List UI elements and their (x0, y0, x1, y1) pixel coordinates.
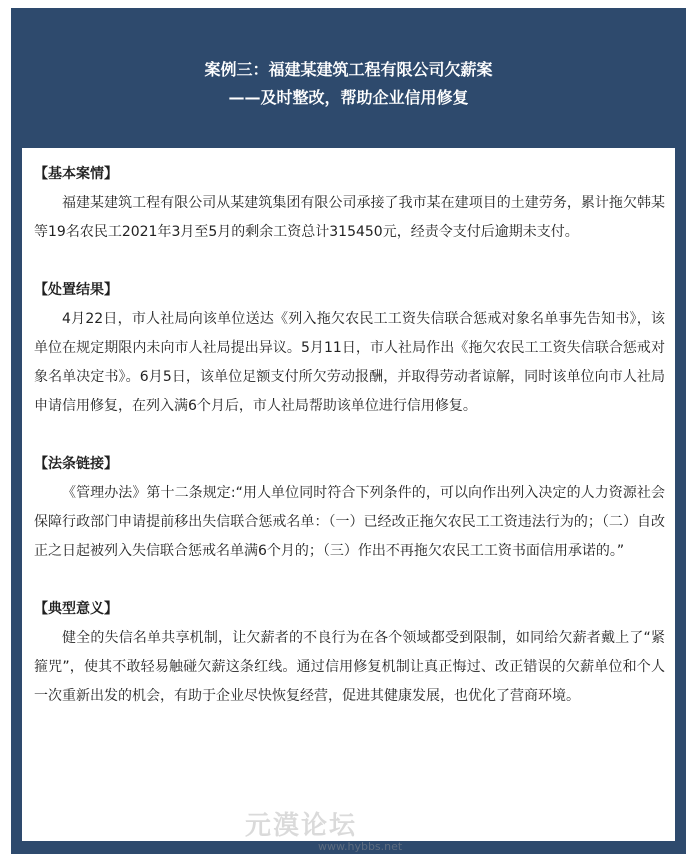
article-title (11, 56, 686, 112)
section-disposition-result (34, 276, 665, 421)
article-frame (11, 8, 686, 854)
title-line-1: 案例三：福建某建筑工程有限公司欠薪案 (204, 60, 493, 79)
watermark-url: www.hybbs.net (318, 840, 403, 853)
section-paragraph: 健全的失信名单共享机制，让欠薪者的不良行为在各个领域都受到限制，如同给欠薪者戴上了“紧箍咒”，使其不敢轻易触碰欠薪这条红线。通过信用修复机制让真正悔过、改正错误的欠薪单位和个人一次重新出发的机会，有助于企业尽快恢复经营，促进其健康发展，也优化了营商环境。 (34, 630, 665, 704)
section-significance (34, 595, 665, 711)
article-body (22, 148, 675, 841)
section-paragraph: 4月22日，市人社局向该单位送达《列入拖欠农民工工资失信联合惩戒对象名单事先告知书》，该单位在规定期限内未向市人社局提出异议。5月11日，市人社局作出《拖欠农民工工资失信联合惩戒对象名单决定书》。6月5日，该单位足额支付所欠劳动报酬，并取得劳动者谅解，同时该单位向市人社局申请信用修复，在列入满6个月后，市人社局帮助该单位进行信用修复。 (34, 311, 665, 414)
section-heading: 【法条链接】 (34, 456, 118, 472)
section-heading: 【典型意义】 (34, 601, 118, 617)
section-heading: 【基本案情】 (34, 166, 118, 182)
title-line-2: ——及时整改，帮助企业信用修复 (228, 88, 469, 107)
section-basic-facts (34, 160, 665, 247)
section-heading: 【处置结果】 (34, 282, 118, 298)
section-legal-link (34, 450, 665, 566)
section-paragraph: 福建某建筑工程有限公司从某建筑集团有限公司承接了我市某在建项目的土建劳务，累计拖欠韩某等19名农民工2021年3月至5月的剩余工资总计315450元，经责令支付后逾期未支付。 (34, 195, 665, 240)
watermark-logo: 元漠论坛 (245, 811, 358, 841)
section-paragraph: 《管理办法》第十二条规定:“用人单位同时符合下列条件的，可以向作出列入决定的人力资源社会保障行政部门申请提前移出失信联合惩戒名单：（一）已经改正拖欠农民工工资违法行为的；（二）自改正之日起被列入失信联合惩戒名单满6个月的；（三）作出不再拖欠农民工工资书面信用承诺的。” (34, 485, 665, 559)
